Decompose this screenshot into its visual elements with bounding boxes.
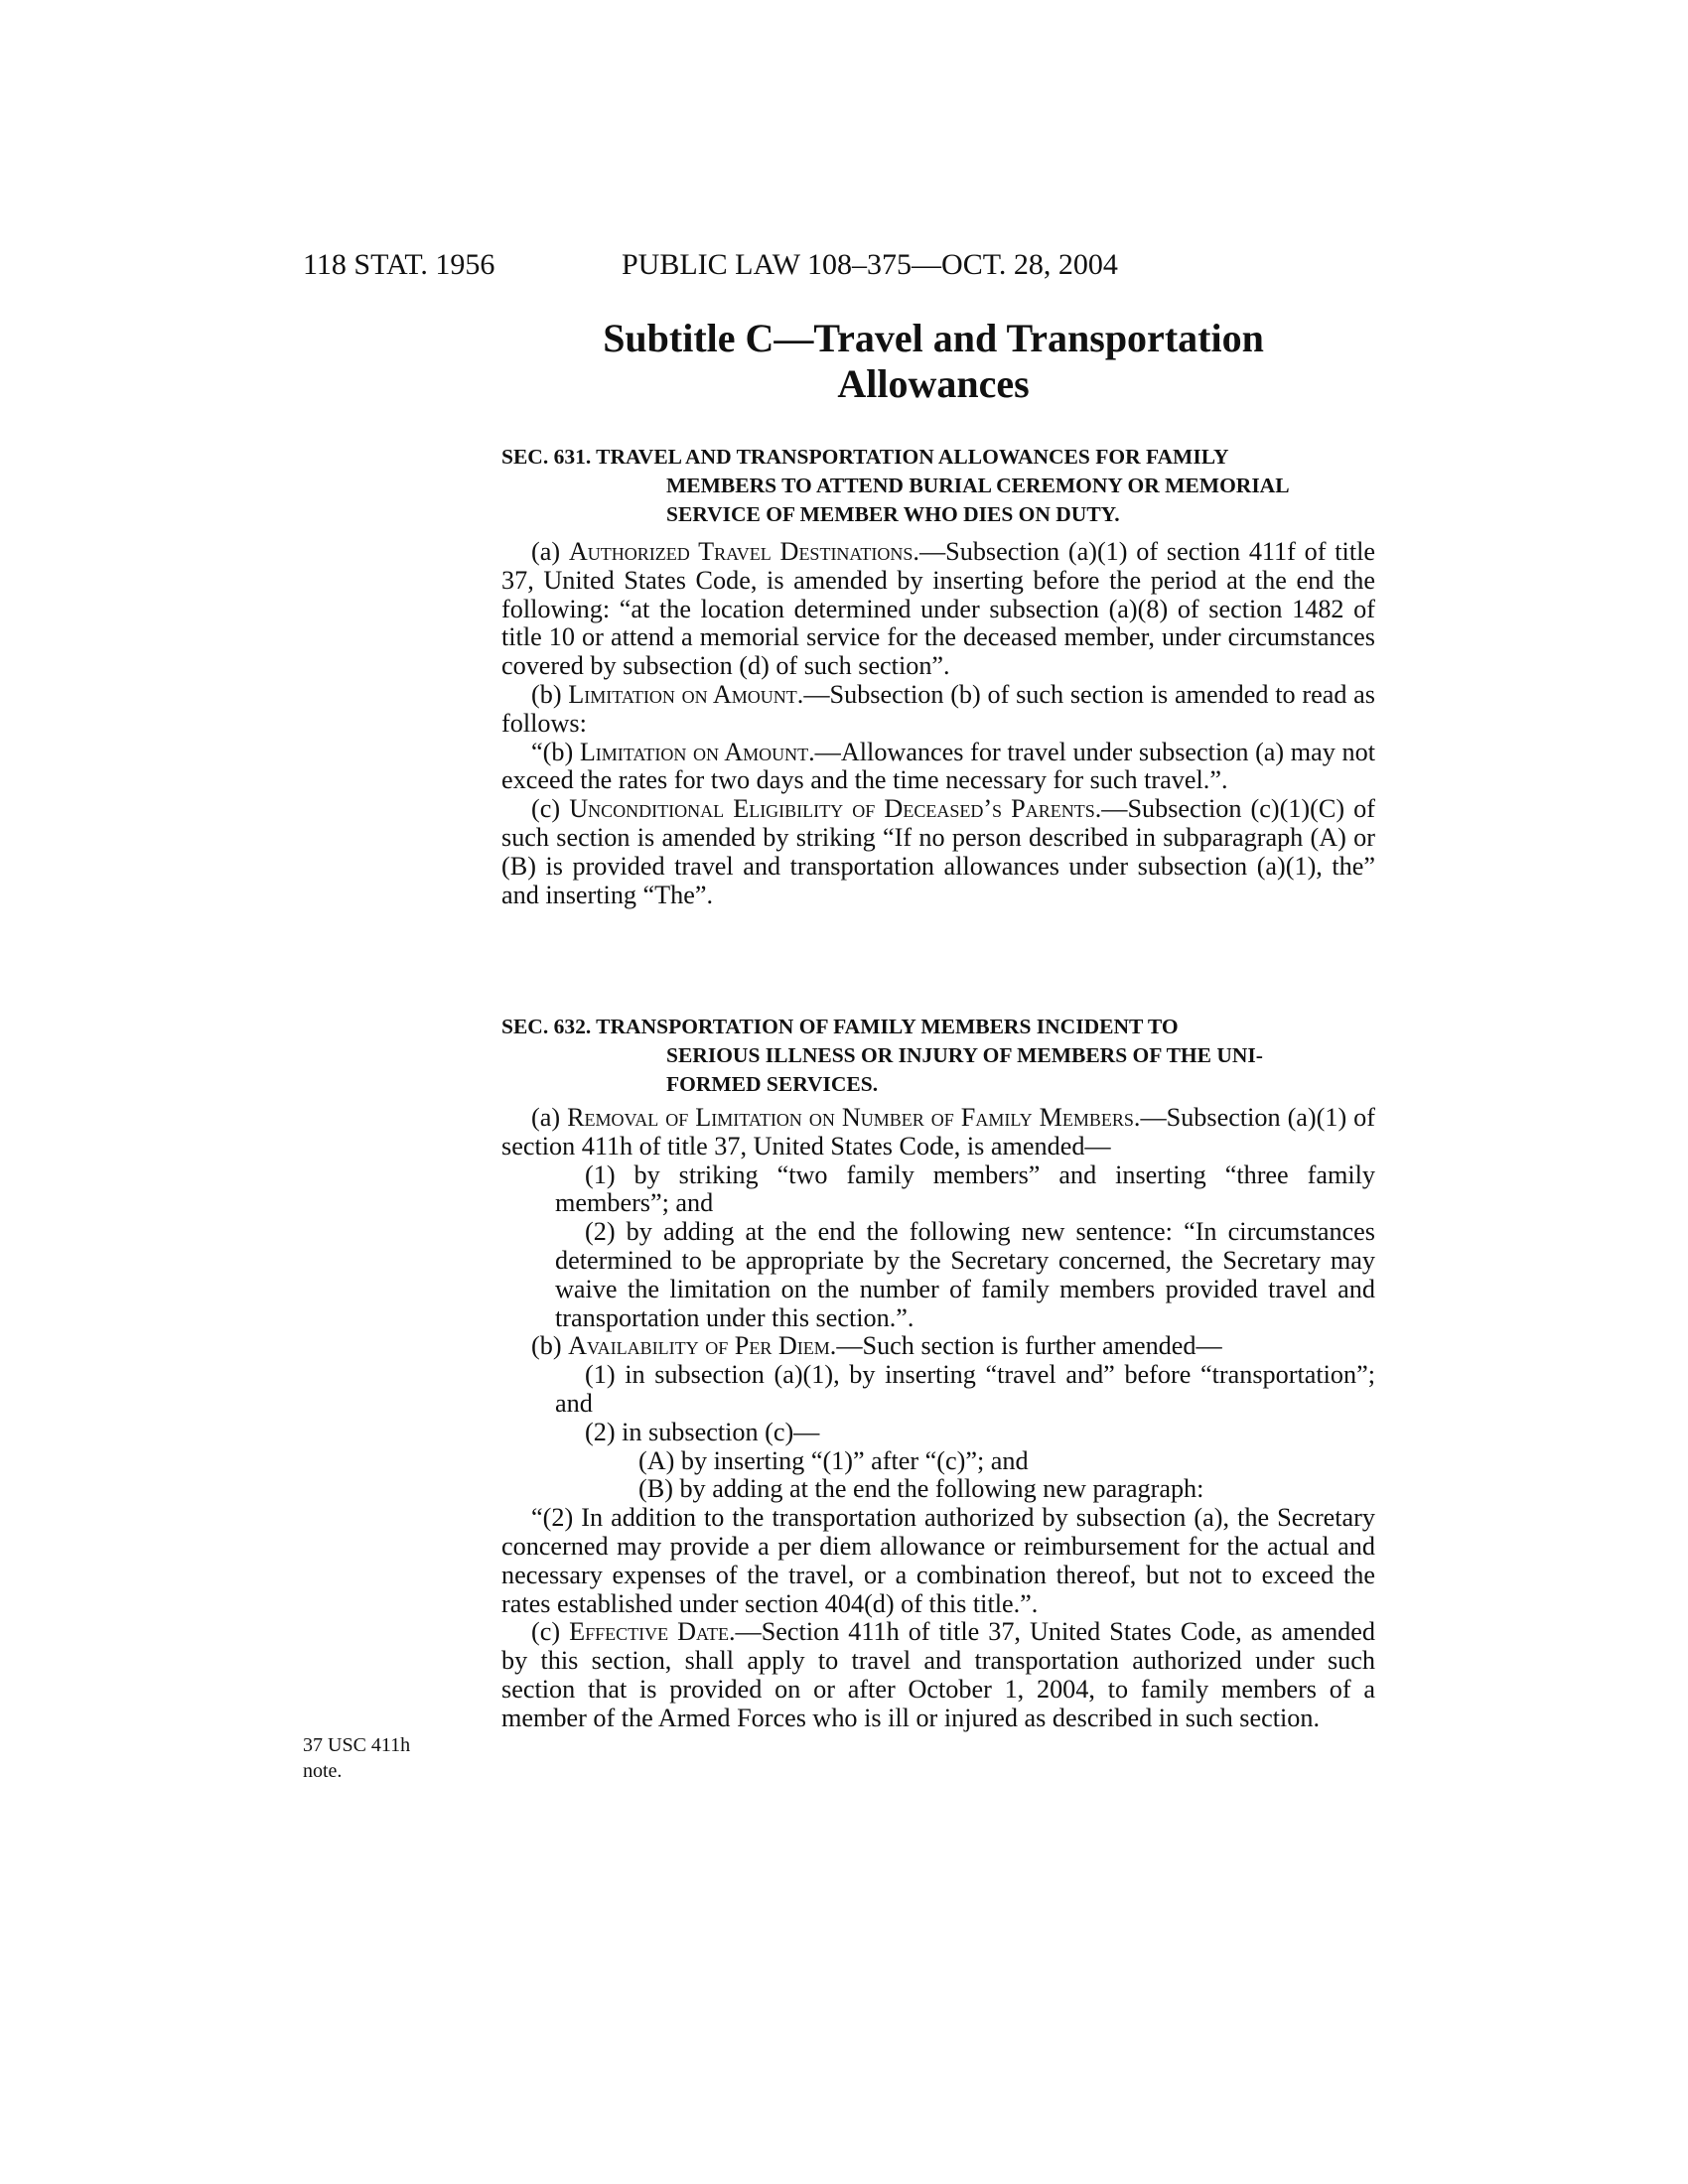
subtitle-heading [496, 316, 1370, 407]
margin-note [303, 1732, 422, 1784]
section-632-subsection-c: (c) Effective Date.—Section 411h of title 37, United States Code, as amended by this section, shall apply to travel and transportation authorized under such section that is provided on or after October 1, 2004, to family members of a member of the Armed Forces who is ill or injured as described in such section. [501, 1617, 1375, 1732]
section-632-paragraph-b1: (1) in subsection (a)(1), by inserting “travel and” before “transportation”; and [555, 1360, 1375, 1418]
section-631-heading-line-2: MEMBERS TO ATTEND BURIAL CEREMONY OR MEMORIAL [666, 474, 1290, 497]
section-631-heading-line-1: SEC. 631. TRAVEL AND TRANSPORTATION ALLOWANCES FOR FAMILY [501, 445, 1229, 469]
subsection-caption: Limitation on Amount. [579, 737, 815, 766]
statute-page-number: 118 STAT. 1956 [303, 248, 495, 281]
section-632-paragraph-b2: (2) in subsection (c)— [585, 1417, 820, 1446]
subsection-caption: Unconditional Eligibility of Deceased’s Parents. [569, 794, 1102, 824]
section-631-body [501, 538, 1375, 909]
section-632-inserted-paragraph: “(2) In addition to the transportation authorized by subsection (a), the Secretary concerned may provide a per diem allowance or reimbursement for the actual and necessary expenses of the travel, or a combination thereof, but not to exceed the rates established under section 404(d) of this title.”. [501, 1503, 1375, 1618]
section-631-heading-line-3: SERVICE OF MEMBER WHO DIES ON DUTY. [666, 502, 1120, 526]
subsection-caption: Authorized Travel Destinations. [568, 537, 919, 566]
subsection-caption: Removal of Limitation on Number of Family Members. [567, 1103, 1141, 1132]
public-law-citation: PUBLIC LAW 108–375—OCT. 28, 2004 [622, 248, 1118, 281]
subsection-caption: Limitation on Amount. [568, 679, 804, 709]
section-632-heading-line-2: SERIOUS ILLNESS OR INJURY OF MEMBERS OF THE UNI- [666, 1043, 1263, 1067]
section-632-subparagraph-b2B: (B) by adding at the end the following new paragraph: [638, 1474, 1204, 1504]
section-632-paragraph-a1: (1) by striking “two family members” and inserting “three family members”; and [555, 1160, 1375, 1218]
section-631-subsection-b-quote: “(b) Limitation on Amount.—Allowances for travel under subsection (a) may not exceed the rates for two days and the time necessary for such travel.”. [501, 737, 1375, 795]
margin-note-line-2: note. [303, 1760, 343, 1782]
section-632-heading-line-3: FORMED SERVICES. [666, 1072, 879, 1096]
section-632-body [501, 1104, 1375, 1733]
section-632-subsection-a: (a) Removal of Limitation on Number of Family Members.—Subsection (a)(1) of section 411h of title 37, United States Code, is amended— [501, 1103, 1376, 1160]
section-631-heading [501, 443, 1375, 529]
section-632-heading [501, 1013, 1375, 1099]
section-631-subsection-b: (b) Limitation on Amount.—Subsection (b) of such section is amended to read as follows: [501, 679, 1375, 738]
section-631-subsection-c: (c) Unconditional Eligibility of Deceased’s Parents.—Subsection (c)(1)(C) of such section is amended by striking “If no person described in subparagraph (A) or (B) is provided travel and transportation allowances under subsection (a)(1), the” and inserting “The”. [501, 794, 1375, 909]
subtitle-line-1: Subtitle C—Travel and Transportation [603, 316, 1264, 360]
section-632-subsection-b: (b) Availability of Per Diem.—Such section is further amended— [531, 1331, 1222, 1361]
section-632-paragraph-a2: (2) by adding at the end the following new sentence: “In circumstances determined to be appropriate by the Secretary concerned, the Secretary may waive the limitation on the number of family members provided travel and transportation under this section.”. [555, 1217, 1375, 1332]
section-631-subsection-a: (a) Authorized Travel Destinations.—Subsection (a)(1) of section 411f of title 37, United States Code, is amended by inserting before the period at the end the following: “at the location determined under subsection (a)(8) of section 1482 of title 10 or attend a memorial service for the deceased member, under circumstances covered by subsection (d) of such section”. [501, 537, 1375, 681]
section-632-heading-line-1: SEC. 632. TRANSPORTATION OF FAMILY MEMBERS INCIDENT TO [501, 1015, 1179, 1038]
subsection-caption: Effective Date. [569, 1617, 736, 1647]
subsection-caption: Availability of Per Diem. [568, 1331, 837, 1361]
subtitle-line-2: Allowances [837, 361, 1030, 406]
section-632-subparagraph-b2A: (A) by inserting “(1)” after “(c)”; and [638, 1445, 1029, 1475]
page-header [303, 248, 1375, 288]
margin-note-line-1: 37 USC 411h [303, 1734, 411, 1756]
